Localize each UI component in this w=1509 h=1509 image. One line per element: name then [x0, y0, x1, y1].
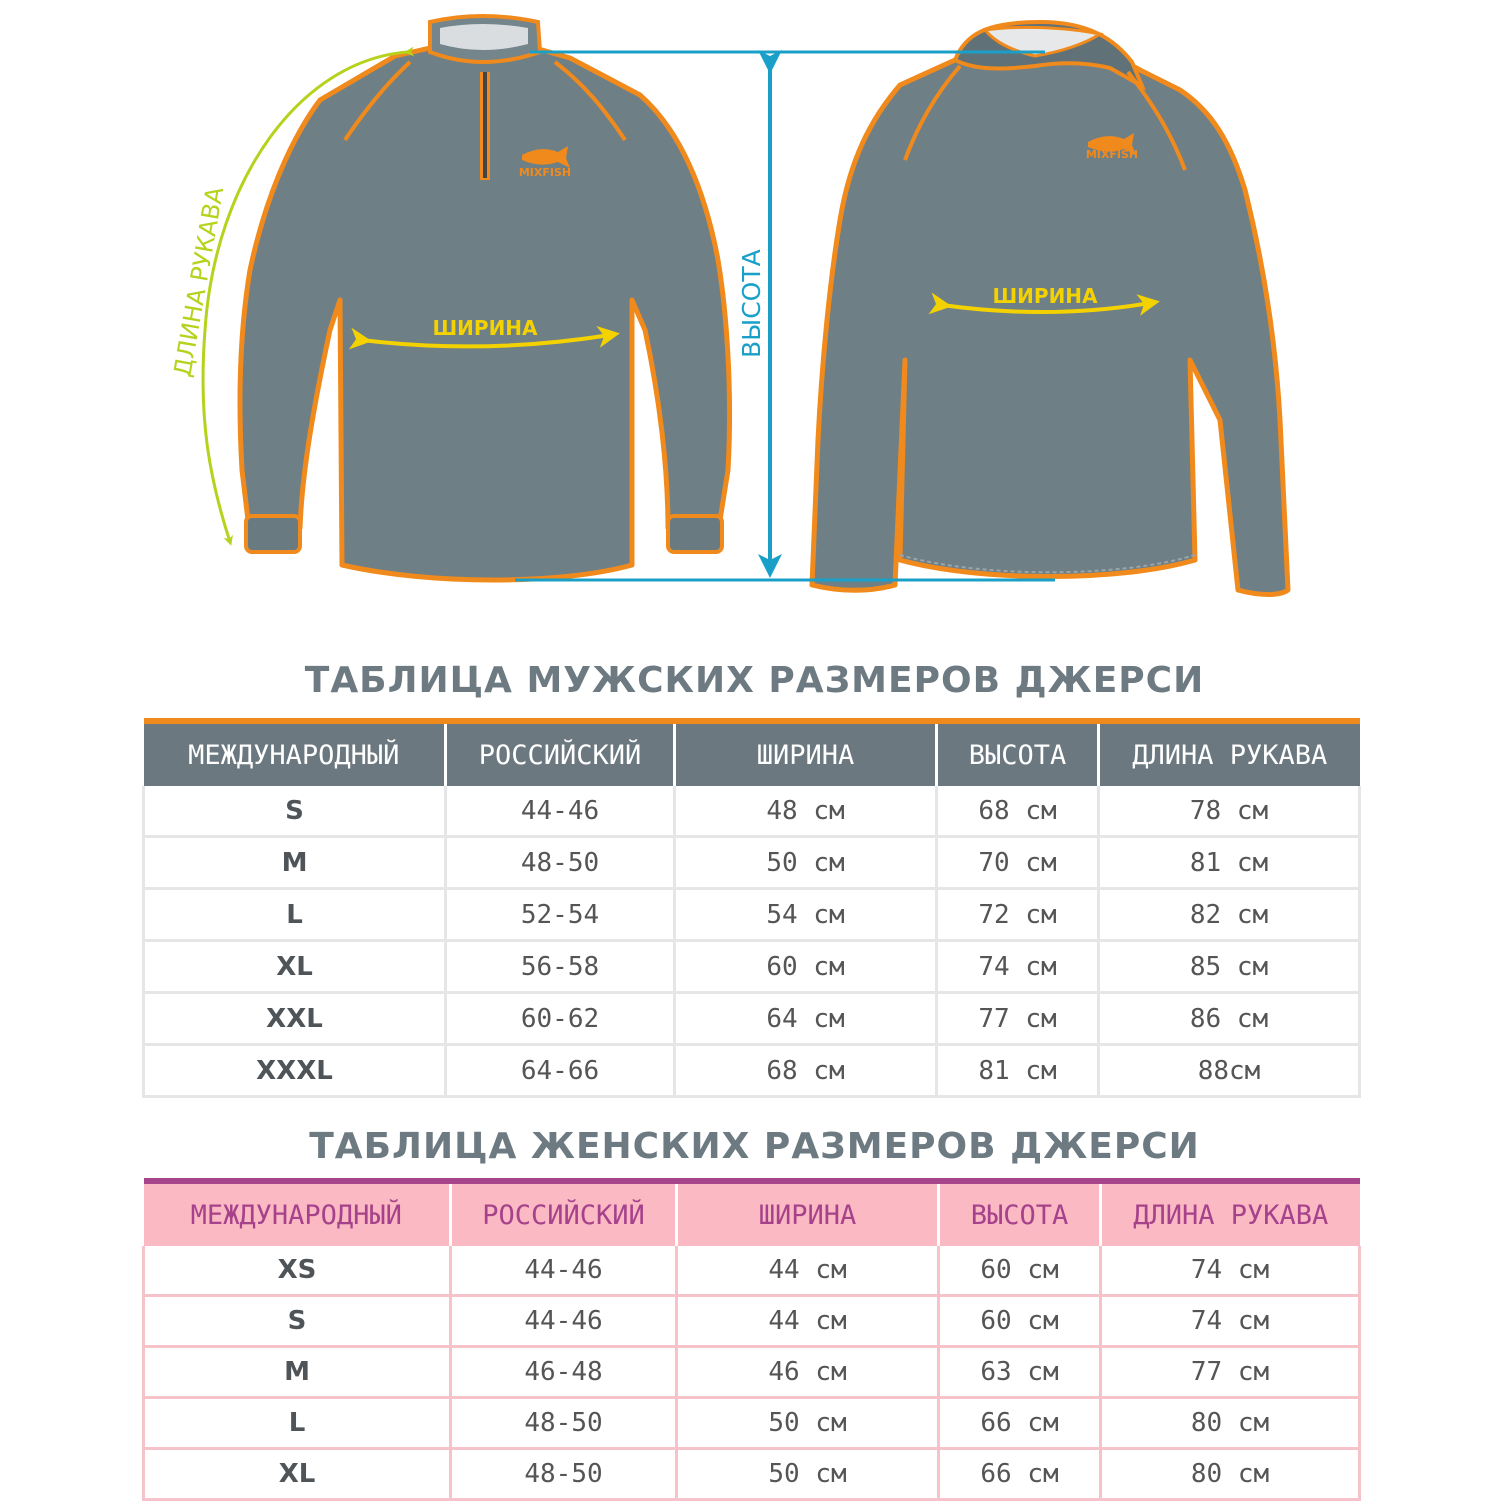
womens-width-label: ШИРИНА: [992, 284, 1098, 308]
womens-size-table: [142, 1178, 1361, 1501]
col-header-height: ВЫСОТА: [939, 1181, 1101, 1246]
size-international: M: [144, 837, 446, 889]
table-row: [144, 1449, 1360, 1500]
size-height: 72 см: [937, 889, 1099, 941]
height-label: ВЫСОТА: [737, 249, 766, 358]
size-height: 70 см: [937, 837, 1099, 889]
col-header-width: ШИРИНА: [675, 721, 937, 786]
table-row: [144, 1296, 1360, 1347]
table-row: [144, 786, 1360, 837]
table-row: [144, 837, 1360, 889]
size-sleeve-length: 88см: [1099, 1045, 1360, 1097]
size-sleeve-length: 74 см: [1101, 1246, 1360, 1296]
size-width: 50 см: [677, 1398, 939, 1449]
col-header-sleeve-length: ДЛИНА РУКАВА: [1101, 1181, 1360, 1246]
mens-logo-text: MIXFISH: [518, 166, 572, 179]
size-height: 66 см: [939, 1449, 1101, 1500]
size-russian: 64-66: [446, 1045, 675, 1097]
size-width: 50 см: [675, 837, 937, 889]
size-international: S: [144, 1296, 451, 1347]
size-russian: 46-48: [451, 1347, 677, 1398]
womens-logo-text: MIXFISH: [1085, 148, 1139, 161]
size-sleeve-length: 82 см: [1099, 889, 1360, 941]
size-russian: 48-50: [451, 1398, 677, 1449]
size-height: 74 см: [937, 941, 1099, 993]
size-russian: 48-50: [446, 837, 675, 889]
size-international: XS: [144, 1246, 451, 1296]
size-width: 50 см: [677, 1449, 939, 1500]
table-row: [144, 993, 1360, 1045]
size-international: XXXL: [144, 1045, 446, 1097]
size-width: 64 см: [675, 993, 937, 1045]
size-width: 44 см: [677, 1296, 939, 1347]
womens-size-table-title: ТАБЛИЦА ЖЕНСКИХ РАЗМЕРОВ ДЖЕРСИ: [309, 1126, 1200, 1167]
size-height: 60 см: [939, 1246, 1101, 1296]
size-sleeve-length: 80 см: [1101, 1449, 1360, 1500]
size-sleeve-length: 77 см: [1101, 1347, 1360, 1398]
table-row: [144, 1347, 1360, 1398]
size-russian: 44-46: [446, 786, 675, 837]
size-height: 81 см: [937, 1045, 1099, 1097]
size-international: XL: [144, 941, 446, 993]
size-height: 68 см: [937, 786, 1099, 837]
size-international: M: [144, 1347, 451, 1398]
jersey-measurement-illustration: [0, 0, 1509, 620]
table-row: [144, 889, 1360, 941]
size-russian: 60-62: [446, 993, 675, 1045]
size-russian: 56-58: [446, 941, 675, 993]
size-height: 63 см: [939, 1347, 1101, 1398]
womens-jersey: [812, 22, 1288, 595]
table-row: [144, 1045, 1360, 1097]
table-row: [144, 941, 1360, 993]
mens-size-table: [142, 718, 1361, 1098]
mens-size-table-title: ТАБЛИЦА МУЖСКИХ РАЗМЕРОВ ДЖЕРСИ: [304, 660, 1205, 701]
mens-jersey: [240, 16, 729, 580]
size-sleeve-length: 81 см: [1099, 837, 1360, 889]
size-international: S: [144, 786, 446, 837]
table-header-row: [144, 721, 1360, 786]
col-header-russian: РОССИЙСКИЙ: [446, 721, 675, 786]
col-header-width: ШИРИНА: [677, 1181, 939, 1246]
size-width: 60 см: [675, 941, 937, 993]
table-row: [144, 1246, 1360, 1296]
col-header-russian: РОССИЙСКИЙ: [451, 1181, 677, 1246]
size-international: L: [144, 889, 446, 941]
col-header-sleeve-length: ДЛИНА РУКАВА: [1099, 721, 1360, 786]
size-russian: 44-46: [451, 1296, 677, 1347]
size-international: XL: [144, 1449, 451, 1500]
size-sleeve-length: 78 см: [1099, 786, 1360, 837]
size-russian: 48-50: [451, 1449, 677, 1500]
size-width: 44 см: [677, 1246, 939, 1296]
size-international: L: [144, 1398, 451, 1449]
size-sleeve-length: 86 см: [1099, 993, 1360, 1045]
size-sleeve-length: 80 см: [1101, 1398, 1360, 1449]
size-russian: 52-54: [446, 889, 675, 941]
table-row: [144, 1398, 1360, 1449]
col-header-height: ВЫСОТА: [937, 721, 1099, 786]
size-sleeve-length: 74 см: [1101, 1296, 1360, 1347]
mens-width-label: ШИРИНА: [432, 316, 538, 340]
size-width: 68 см: [675, 1045, 937, 1097]
size-width: 48 см: [675, 786, 937, 837]
sleeve-length-label: ДЛИНА РУКАВА: [168, 184, 230, 380]
size-height: 77 см: [937, 993, 1099, 1045]
col-header-international: МЕЖДУНАРОДНЫЙ: [144, 721, 446, 786]
col-header-international: МЕЖДУНАРОДНЫЙ: [144, 1181, 451, 1246]
size-sleeve-length: 85 см: [1099, 941, 1360, 993]
size-height: 60 см: [939, 1296, 1101, 1347]
table-header-row: [144, 1181, 1360, 1246]
size-international: XXL: [144, 993, 446, 1045]
size-width: 54 см: [675, 889, 937, 941]
size-russian: 44-46: [451, 1246, 677, 1296]
size-height: 66 см: [939, 1398, 1101, 1449]
size-width: 46 см: [677, 1347, 939, 1398]
